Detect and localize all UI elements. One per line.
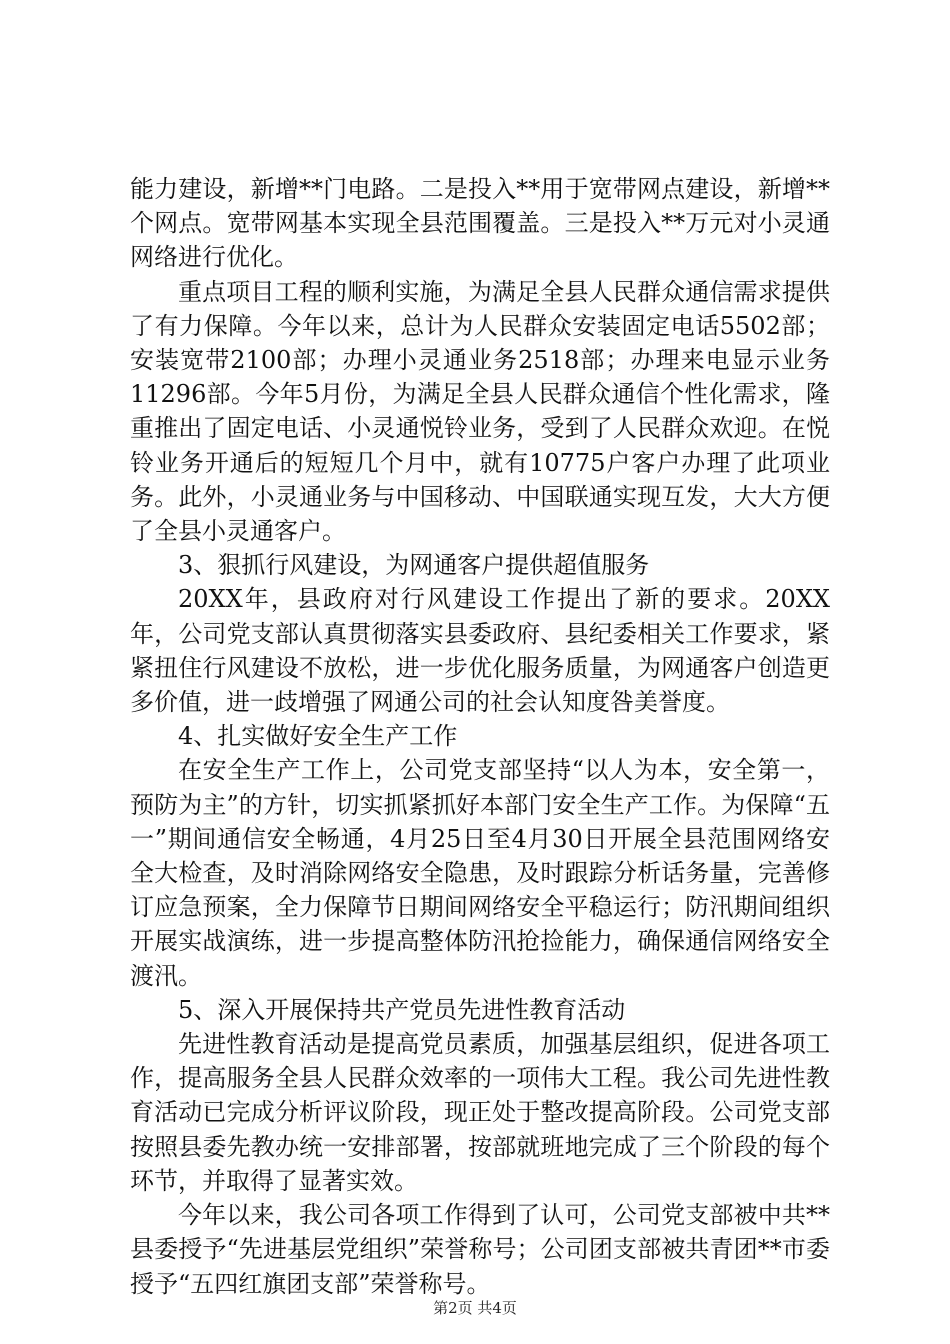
heading-style-construction: 3、狠抓行风建设，为网通客户提供超值服务 <box>178 551 650 580</box>
document-body <box>130 172 830 1301</box>
paragraph-advanced-education: 先进性教育活动是提高党员素质，加强基层组织，促进各项工作，提高服务全县人民群众效率的一项伟大工程。我公司先进性教育活动已完成分析评议阶段，现正处于整改提高阶段。公司党支部按照县委先教办统一安排部署，按部就班地完成了三个阶段的每个环节，并取得了显著实效。 <box>130 1030 830 1195</box>
heading-advanced-education: 5、深入开展保持共产党员先进性教育活动 <box>178 995 626 1024</box>
page-number-footer: 第2页 共4页 <box>433 1299 517 1317</box>
heading-safety-production: 4、扎实做好安全生产工作 <box>178 722 458 751</box>
paragraph-style-construction: 20XX年，县政府对行风建设工作提出了新的要求。20XX年，公司党支部认真贯彻落实县委政府、县纪委相关工作要求，紧紧扭住行风建设不放松，进一步优化服务质量，为网通客户创造更多价值，进一歧增强了网通公司的社会认知度咎美誉度。 <box>130 585 830 717</box>
paragraph-honors: 今年以来，我公司各项工作得到了认可，公司党支部被中共**县委授予“先进基层党组织”荣誉称号；公司团支部被共青团**市委授予“五四红旗团支部”荣誉称号。 <box>130 1201 830 1298</box>
paragraph-safety-production: 在安全生产工作上，公司党支部坚持“以人为本，安全第一，预防为主”的方针，切实抓紧抓好本部门安全生产工作。为保障“五一”期间通信安全畅通，4月25日至4月30日开展全县范围网络安全大检查，及时消除网络安全隐患，及时跟踪分析话务量，完善修订应急预案，全力保障节日期间网络安全平稳运行；防汛期间组织开展实战演练，进一步提高整体防汛抢捡能力，确保通信网络安全渡汛。 <box>130 756 830 990</box>
paragraph-network-construction: 能力建设，新增**门电路。二是投入**用于宽带网点建设，新增**个网点。宽带网基本实现全县范围覆盖。三是投入**万元对小灵通网络进行优化。 <box>130 175 830 272</box>
paragraph-key-projects: 重点项目工程的顺利实施，为满足全县人民群众通信需求提供了有力保障。今年以来，总计为人民群众安装固定电话5502部；安装宽带2100部；办理小灵通业务2518部；办理来电显示业务11296部。今年5月份，为满足全县人民群众通信个性化需求，隆重推出了固定电话、小灵通悦铃业务，受到了人民群众欢迎。在悦铃业务开通后的短短几个月中，就有10775户客户办理了此项业务。此外，小灵通业务与中国移动、中国联通实现互发，大大方便了全县小灵通客户。 <box>130 277 830 546</box>
